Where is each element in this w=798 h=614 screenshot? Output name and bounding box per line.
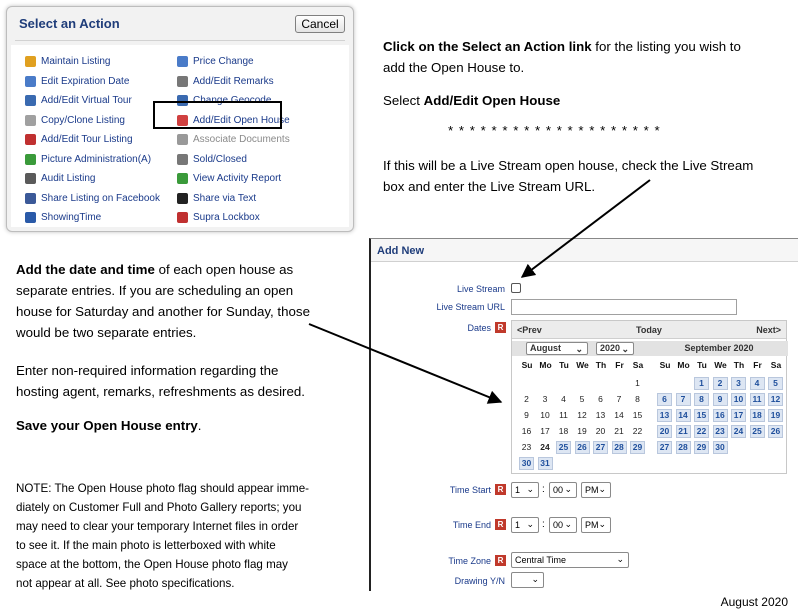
instruction-text: add the Open House to. bbox=[383, 60, 525, 75]
calendar-day: 12 bbox=[577, 410, 587, 420]
action-item-label: Price Change bbox=[193, 56, 254, 68]
action-item-label: Edit Expiration Date bbox=[41, 75, 130, 87]
required-badge: R bbox=[495, 322, 506, 333]
calendar-day[interactable]: 16 bbox=[713, 409, 728, 422]
time-separator: : bbox=[542, 484, 545, 495]
calendar-day[interactable]: 30 bbox=[713, 441, 728, 454]
action-item-label: Maintain Listing bbox=[41, 56, 111, 68]
action-item-label: Copy/Clone Listing bbox=[41, 114, 125, 126]
action-item-label: Audit Listing bbox=[41, 173, 96, 185]
form-title: Add New bbox=[371, 239, 798, 262]
chevron-down-icon: ⌄ bbox=[531, 574, 539, 584]
calendar-day: 10 bbox=[540, 410, 550, 420]
live-stream-url-label: Live Stream URL bbox=[436, 302, 505, 312]
calendar-day[interactable]: 9 bbox=[713, 393, 728, 406]
action-item-label: Supra Lockbox bbox=[193, 212, 260, 224]
calendar-day: 8 bbox=[635, 394, 640, 404]
arrow-to-calendar bbox=[309, 324, 501, 402]
chevron-down-icon: ⌄ bbox=[575, 344, 583, 354]
chevron-down-icon: ⌄ bbox=[598, 519, 606, 529]
calendar-day[interactable]: 2 bbox=[713, 377, 728, 390]
required-badge: R bbox=[495, 519, 506, 530]
instruction-text: box and enter the Live Stream URL. bbox=[383, 179, 596, 194]
calendar-day[interactable]: 20 bbox=[657, 425, 672, 438]
instruction-text: separate entries. If you are scheduling an open bbox=[16, 283, 294, 298]
day-of-week-header: Sa bbox=[770, 360, 782, 370]
day-of-week-header: Fr bbox=[753, 360, 762, 370]
instruction-text: If this will be a Live Stream open house, check the Live Stream bbox=[383, 158, 754, 173]
dates-label: Dates bbox=[467, 323, 491, 333]
day-of-week-header: Tu bbox=[697, 360, 707, 370]
action-item-label: Picture Administration(A) bbox=[41, 153, 152, 165]
calendar-day[interactable]: 25 bbox=[750, 425, 765, 438]
calendar-day[interactable]: 17 bbox=[731, 409, 746, 422]
select-value: 00 bbox=[553, 520, 564, 530]
day-of-week-header: Fr bbox=[615, 360, 624, 370]
calendar-day[interactable]: 29 bbox=[694, 441, 709, 454]
calendar-day: 16 bbox=[521, 426, 532, 436]
calendar-day[interactable]: 22 bbox=[694, 425, 709, 438]
panel-title: Select an Action bbox=[19, 16, 120, 31]
calendar-day[interactable]: 4 bbox=[750, 377, 765, 390]
calendar-day: 18 bbox=[558, 426, 569, 436]
calendar-day[interactable]: 18 bbox=[750, 409, 765, 422]
calendar-day: 23 bbox=[521, 442, 532, 452]
action-item-label: Add/Edit Tour Listing bbox=[41, 134, 133, 146]
select-value: 00 bbox=[553, 485, 564, 495]
calendar-day: 22 bbox=[632, 426, 643, 436]
chevron-down-icon: ⌄ bbox=[598, 484, 606, 494]
required-badge: R bbox=[495, 484, 506, 495]
next-month-button[interactable]: Next> bbox=[756, 325, 781, 335]
instruction-bold: Save your Open House entry bbox=[16, 418, 198, 433]
prev-month-button[interactable]: <Prev bbox=[517, 325, 542, 335]
calendar-day[interactable]: 6 bbox=[657, 393, 672, 406]
year-select-value: 2020 bbox=[600, 343, 621, 353]
calendar-day[interactable]: 27 bbox=[657, 441, 672, 454]
calendar-day[interactable]: 26 bbox=[575, 441, 590, 454]
action-item-label: View Activity Report bbox=[193, 173, 282, 185]
instruction-text: Enter non-required information regarding the bbox=[16, 363, 279, 378]
time-end-label: Time End bbox=[452, 520, 491, 530]
note-line: diately on Customer Full and Photo Gallery reports; you bbox=[16, 501, 302, 514]
instruction-text: would be two separate entries. bbox=[16, 325, 197, 340]
calendar-day: 1 bbox=[635, 378, 640, 388]
calendar-day[interactable]: 3 bbox=[731, 377, 746, 390]
instruction-text: hosting agent, remarks, refreshments as desired. bbox=[16, 384, 305, 399]
note-line: to see it. If the main photo is letterboxed with white bbox=[16, 539, 276, 552]
note-line: NOTE: The Open House photo flag should appear imme- bbox=[16, 482, 310, 495]
calendar-day: 4 bbox=[561, 394, 566, 404]
month-title: September 2020 bbox=[684, 343, 754, 353]
action-item-label: Change Geocode bbox=[193, 95, 272, 107]
chevron-down-icon: ⌄ bbox=[621, 344, 629, 354]
calendar-day[interactable]: 1 bbox=[694, 377, 709, 390]
calendar-day: 2 bbox=[524, 394, 529, 404]
star-separator: * * * * * * * * * * * * * * * * * * * * bbox=[448, 123, 661, 138]
action-item-label: Sold/Closed bbox=[193, 153, 247, 165]
chevron-down-icon: ⌄ bbox=[616, 554, 624, 564]
select-value: Central Time bbox=[515, 555, 567, 565]
time-separator: : bbox=[542, 519, 545, 530]
chevron-down-icon: ⌄ bbox=[564, 484, 572, 494]
chevron-down-icon: ⌄ bbox=[526, 484, 534, 494]
note-line: space at the bottom, the Open House photo flag may bbox=[16, 558, 288, 571]
calendar-day: 9 bbox=[524, 410, 529, 420]
chevron-down-icon: ⌄ bbox=[526, 519, 534, 529]
required-badge: R bbox=[495, 555, 506, 566]
live-stream-label: Live Stream bbox=[456, 284, 505, 294]
footer-date: August 2020 bbox=[720, 595, 788, 609]
calendar-day: 19 bbox=[577, 426, 587, 436]
arrow-to-live-stream bbox=[522, 180, 650, 277]
calendar-day[interactable]: 28 bbox=[676, 441, 691, 454]
calendar-day: 21 bbox=[614, 426, 624, 436]
note-line: not appear at all. See photo specifications. bbox=[16, 577, 235, 590]
calendar-day: 3 bbox=[542, 394, 548, 404]
calendar-day[interactable]: 29 bbox=[630, 441, 645, 454]
day-of-week-header: Mo bbox=[677, 360, 690, 370]
calendar-day[interactable]: 10 bbox=[731, 393, 746, 406]
instruction-text: Select bbox=[383, 93, 424, 108]
day-of-week-header: Th bbox=[595, 360, 607, 370]
day-of-week-header: Su bbox=[659, 360, 671, 370]
calendar-day[interactable]: 28 bbox=[612, 441, 627, 454]
drawing-label: Drawing Y/N bbox=[454, 576, 505, 586]
calendar-day[interactable]: 5 bbox=[768, 377, 783, 390]
note-line: may need to clear your temporary Internet files in order bbox=[16, 520, 299, 533]
calendar-day: 14 bbox=[614, 410, 624, 420]
action-item-label: Associate Documents bbox=[193, 134, 290, 146]
action-item-label: Add/Edit Open House bbox=[193, 114, 290, 126]
calendar-day: 15 bbox=[632, 410, 643, 420]
action-item-label: Add/Edit Virtual Tour bbox=[41, 95, 132, 107]
select-value: PM bbox=[585, 485, 599, 495]
action-item-label: Share via Text bbox=[193, 192, 257, 204]
calendar-day: 24 bbox=[540, 442, 550, 452]
calendar-day[interactable]: 11 bbox=[750, 393, 765, 406]
time-start-label: Time Start bbox=[449, 485, 491, 495]
action-item-label: ShowingTime bbox=[41, 212, 102, 224]
select-value: 1 bbox=[515, 520, 521, 530]
day-of-week-header: Tu bbox=[559, 360, 569, 370]
instruction-bold: Add the date and time bbox=[16, 262, 155, 277]
instruction-text: for the listing you wish to bbox=[591, 39, 741, 54]
calendar-day: 20 bbox=[595, 426, 606, 436]
instruction-text: . bbox=[197, 418, 202, 433]
calendar-day: 7 bbox=[616, 394, 622, 404]
calendar-day[interactable]: 12 bbox=[768, 393, 783, 406]
calendar-day[interactable]: 30 bbox=[519, 457, 534, 470]
day-of-week-header: Su bbox=[521, 360, 533, 370]
time-zone-label: Time Zone bbox=[448, 556, 491, 566]
calendar-day[interactable]: 8 bbox=[694, 393, 709, 406]
calendar-day[interactable]: 23 bbox=[713, 425, 728, 438]
calendar-day: 17 bbox=[540, 426, 550, 436]
calendar-day: 11 bbox=[559, 410, 568, 420]
day-of-week-header: We bbox=[576, 360, 589, 370]
calendar-day[interactable]: 21 bbox=[676, 425, 691, 438]
day-of-week-header: Mo bbox=[539, 360, 552, 370]
calendar-day: 13 bbox=[595, 410, 606, 420]
today-button[interactable]: Today bbox=[636, 325, 662, 335]
calendar-day[interactable]: 31 bbox=[538, 457, 553, 470]
instruction-text: house for Saturday and another for Sunday, those bbox=[16, 304, 310, 319]
calendar-day[interactable]: 19 bbox=[768, 409, 783, 422]
day-of-week-header: Sa bbox=[632, 360, 644, 370]
calendar-day[interactable]: 15 bbox=[694, 409, 709, 422]
instruction-bold: Add/Edit Open House bbox=[423, 93, 561, 108]
action-item-label: Share Listing on Facebook bbox=[41, 192, 160, 204]
select-value: PM bbox=[585, 520, 599, 530]
calendar-day[interactable]: 25 bbox=[556, 441, 571, 454]
calendar-day[interactable]: 7 bbox=[676, 393, 691, 406]
cancel-button[interactable]: Cancel bbox=[295, 15, 345, 33]
calendar-day[interactable]: 24 bbox=[731, 425, 746, 438]
day-of-week-header: We bbox=[714, 360, 727, 370]
instruction-text: of each open house as bbox=[154, 262, 294, 277]
select-value: 1 bbox=[515, 485, 521, 495]
calendar-day: 5 bbox=[579, 394, 585, 404]
month-select-value: August bbox=[530, 343, 561, 353]
calendar-day: 6 bbox=[598, 394, 603, 404]
instruction-bold: Click on the Select an Action link bbox=[383, 39, 592, 54]
calendar-day[interactable]: 14 bbox=[676, 409, 691, 422]
day-of-week-header: Th bbox=[733, 360, 745, 370]
calendar-day[interactable]: 26 bbox=[768, 425, 783, 438]
action-item-label: Add/Edit Remarks bbox=[193, 75, 274, 87]
calendar-day[interactable]: 13 bbox=[657, 409, 672, 422]
chevron-down-icon: ⌄ bbox=[564, 519, 572, 529]
calendar-day[interactable]: 27 bbox=[593, 441, 608, 454]
